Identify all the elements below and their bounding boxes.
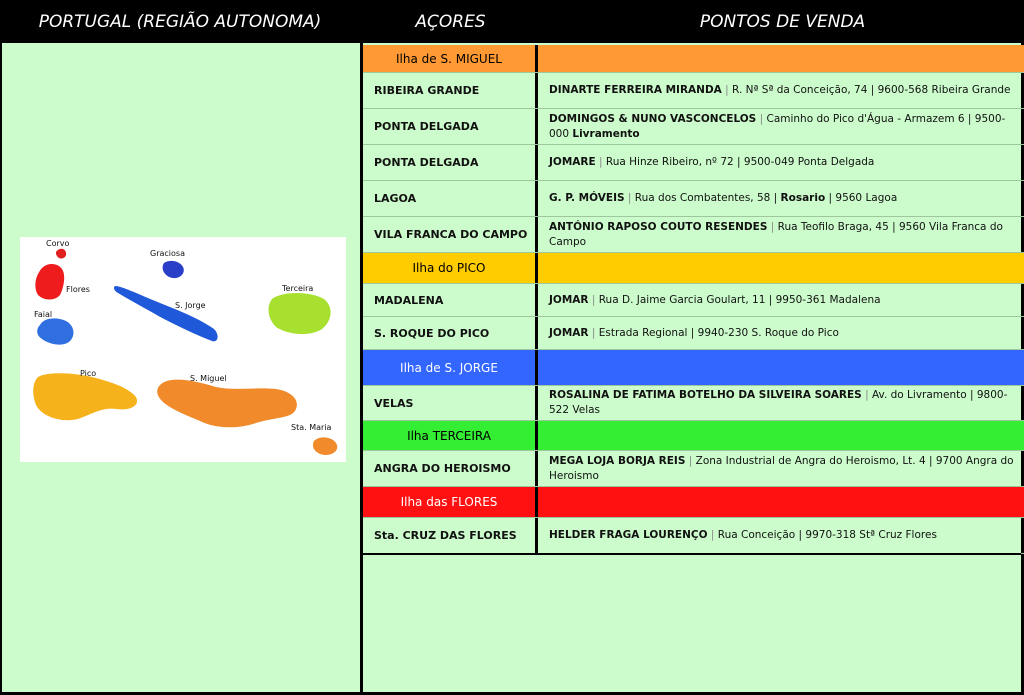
island-name (363, 421, 538, 450)
island-name (363, 350, 538, 385)
table-row (363, 181, 1024, 217)
table-row (363, 518, 1024, 554)
table-row (363, 109, 1024, 145)
separator: | (591, 293, 596, 306)
island-name-label: Ilha de S. MIGUEL (396, 51, 502, 66)
separator: | (770, 220, 775, 233)
store-address-cont: | 9560 Lagoa (828, 192, 898, 204)
city-cell (363, 145, 538, 180)
store-address: Estrada Regional | 9940-230 S. Roque do Pico (598, 326, 839, 339)
sjorge-label: S. Jorge (175, 301, 206, 310)
city-cell (363, 109, 538, 144)
separator: | (688, 454, 693, 467)
store-cell (538, 109, 1024, 144)
table-row (363, 73, 1024, 109)
island-color-band (538, 253, 1024, 283)
island-color-band (538, 487, 1024, 517)
terceira-label: Terceira (282, 284, 314, 293)
smiguel-island (157, 380, 297, 428)
city-cell (363, 217, 538, 252)
city-cell (363, 73, 538, 108)
city-label: RIBEIRA GRANDE (374, 84, 480, 97)
store-cell (538, 284, 1024, 316)
faial-label: Faial (34, 310, 53, 319)
city-label: LAGOA (374, 192, 417, 205)
store-cell (538, 451, 1024, 486)
island-name-label: Ilha do PICO (412, 261, 486, 275)
city-label: VELAS (374, 396, 414, 410)
store-cell (538, 181, 1024, 216)
island-header-row (363, 253, 1024, 284)
island-name (363, 487, 538, 517)
store-address: Caminho do Pico d'Água - Armazem 6 | 9500-000 (549, 112, 1006, 140)
store-name: ROSALINA DE FATIMA BOTELHO DA SILVEIRA SOARES (549, 389, 862, 401)
city-cell (363, 451, 538, 486)
city-label: S. ROQUE DO PICO (374, 326, 490, 340)
store-address: Rua D. Jaime Garcia Goulart, 11 | 9950-361 Madalena (598, 293, 881, 306)
store-cell (538, 73, 1024, 108)
store-name: DINARTE FERREIRA MIRANDA (549, 84, 722, 96)
store-cell (538, 317, 1024, 349)
city-label: PONTA DELGADA (374, 156, 479, 169)
flores-label: Flores (66, 285, 90, 294)
island-header-row (363, 421, 1024, 451)
store-address: Rua Teofilo Braga, 45 | 9560 Vila Franca do Campo (549, 220, 1003, 248)
store-name: MEGA LOJA BORJA REIS (549, 454, 686, 467)
terceira-island (269, 293, 331, 334)
table-row (363, 284, 1024, 317)
store-name: G. P. MÓVEIS (549, 192, 625, 204)
divider-header (538, 0, 541, 43)
store-locality: Livramento (572, 127, 640, 140)
map-panel (0, 43, 360, 695)
store-name: DOMINGOS & NUNO VASCONCELOS (549, 112, 757, 125)
pico-label: Pico (80, 369, 97, 378)
store-locality: Rosario (780, 192, 826, 204)
city-cell (363, 518, 538, 553)
separator: | (865, 389, 869, 401)
city-label: ANGRA DO HEROISMO (374, 462, 511, 475)
store-cell (538, 217, 1024, 252)
header-azores-label: AÇORES (415, 11, 486, 32)
store-address: R. Nª Sª da Conceição, 74 | 9600-568 Ribeira Grande (732, 84, 1011, 96)
store-name: ANTÓNIO RAPOSO COUTO RESENDES (549, 220, 768, 233)
city-cell (363, 386, 538, 420)
separator: | (591, 326, 596, 339)
smiguel-label: S. Miguel (190, 374, 227, 383)
graciosa-label: Graciosa (150, 249, 185, 258)
store-address: Rua Conceição | 9970-318 Stª Cruz Flores (717, 529, 937, 541)
faial-island (37, 318, 73, 344)
header-sales-points (541, 0, 1024, 43)
separator: | (599, 156, 603, 168)
store-name: JOMARE (549, 156, 596, 168)
store-name: HELDER FRAGA LOURENÇO (549, 529, 708, 541)
graciosa-island (163, 261, 184, 278)
header-azores (363, 0, 538, 43)
corvo-label: Corvo (46, 239, 70, 248)
header-sales-points-label: PONTOS DE VENDA (699, 11, 866, 32)
island-header-row (363, 350, 1024, 386)
stamaria-label: Sta. Maria (291, 423, 332, 432)
table-bottom-rule (363, 553, 1021, 555)
store-cell (538, 145, 1024, 180)
store-address: Rua dos Combatentes, 58 | (634, 192, 778, 204)
separator: | (725, 84, 729, 96)
island-header-row (363, 45, 1024, 73)
sjorge-island (114, 286, 218, 341)
city-label: Sta. CRUZ DAS FLORES (374, 529, 517, 542)
store-address: Rua Hinze Ribeiro, nº 72 | 9500-049 Ponta Delgada (605, 156, 875, 168)
store-name: JOMAR (549, 326, 589, 339)
table-row (363, 386, 1024, 421)
island-color-band (538, 421, 1024, 450)
flores-island (35, 264, 64, 300)
island-name-label: Ilha de S. JORGE (400, 360, 498, 375)
store-name: JOMAR (549, 293, 589, 306)
table-row (363, 217, 1024, 253)
corvo-island (56, 249, 66, 259)
pico-island (33, 373, 137, 420)
island-name (363, 253, 538, 283)
city-label: PONTA DELGADA (374, 120, 479, 133)
separator: | (710, 529, 715, 541)
island-header-row (363, 487, 1024, 518)
island-name (363, 45, 538, 72)
table-row (363, 317, 1024, 350)
separator: | (759, 112, 764, 125)
city-cell (363, 181, 538, 216)
island-name-label: Ilha das FLORES (400, 495, 498, 509)
city-cell (363, 284, 538, 316)
store-address: Av. do Livramento | 9800-522 Velas (549, 389, 1008, 416)
header-region (0, 0, 360, 43)
city-cell (363, 317, 538, 349)
island-color-band (538, 350, 1024, 385)
table-row (363, 145, 1024, 181)
azores-map (20, 237, 346, 462)
sales-points-table (363, 45, 1024, 554)
store-cell (538, 518, 1024, 553)
header-region-label: PORTUGAL (REGIÃO AUTONOMA) (38, 11, 322, 32)
separator: | (627, 192, 632, 204)
store-cell (538, 386, 1024, 420)
table-row (363, 451, 1024, 487)
stamaria-island (313, 437, 337, 455)
city-label: VILA FRANCA DO CAMPO (374, 228, 528, 241)
city-label: MADALENA (374, 293, 444, 307)
store-address: Zona Industrial de Angra do Heroismo, Lt. 4 | 9700 Angra do Heroismo (549, 454, 1014, 482)
island-name-label: Ilha TERCEIRA (407, 428, 491, 443)
island-color-band (538, 45, 1024, 72)
